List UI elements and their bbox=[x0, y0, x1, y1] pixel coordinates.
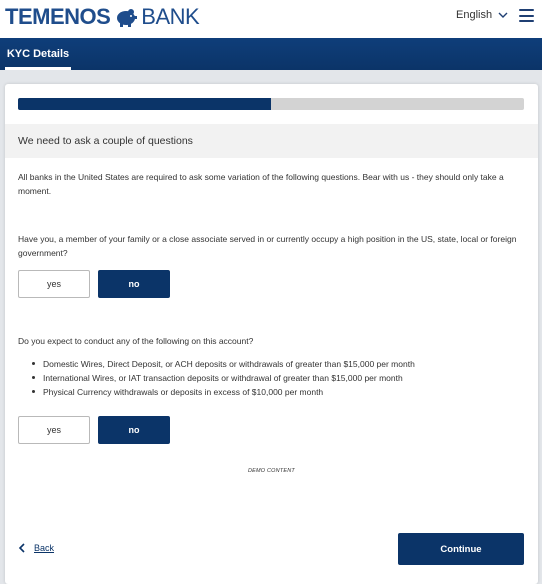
chevron-left-icon bbox=[18, 543, 26, 553]
list-item: International Wires, or IAT transaction deposits or withdrawal of greater than $15,000 per month bbox=[18, 371, 526, 385]
tab-kyc-details[interactable] bbox=[5, 38, 71, 70]
active-tab-indicator bbox=[5, 67, 71, 70]
chevron-down-icon bbox=[498, 10, 508, 20]
intro-text: All banks in the United States are required to ask some variation of the following questions. Bear with us - they should only take a moment. bbox=[18, 172, 504, 196]
progress-fill bbox=[18, 98, 271, 110]
language-label: English bbox=[456, 9, 493, 21]
list-item: Domestic Wires, Direct Deposit, or ACH deposits or withdrawals of greater than $15,000 per month bbox=[18, 357, 526, 371]
back-link[interactable] bbox=[18, 541, 54, 555]
section-heading: We need to ask a couple of questions bbox=[18, 135, 193, 147]
top-bar bbox=[0, 0, 542, 38]
back-label: Back bbox=[34, 543, 55, 553]
tab-label: KYC Details bbox=[6, 48, 70, 60]
nav-bar bbox=[0, 38, 542, 70]
question-2-no-button[interactable]: no bbox=[98, 416, 170, 444]
logo-text-temenos: TEMENOS bbox=[5, 4, 111, 29]
logo-text-bank: BANK bbox=[141, 4, 200, 29]
menu-bar bbox=[519, 15, 534, 17]
language-selector[interactable] bbox=[456, 9, 508, 21]
bank-logo[interactable] bbox=[5, 4, 199, 30]
menu-bar bbox=[519, 20, 534, 22]
piggy-bank-icon bbox=[114, 6, 138, 28]
question-1-yes-button[interactable]: yes bbox=[18, 270, 90, 298]
question-2-yes-button[interactable]: yes bbox=[18, 416, 90, 444]
question-2-list bbox=[18, 357, 526, 399]
menu-icon[interactable] bbox=[519, 9, 534, 22]
question-1-no-button[interactable]: no bbox=[98, 270, 170, 298]
question-1-text: Have you, a member of your family or a close associate served in or currently occupy a high position in the US, state, local or foreign government? bbox=[18, 234, 517, 258]
section-header bbox=[5, 124, 538, 158]
demo-content-label: DEMO CONTENT bbox=[247, 468, 295, 474]
progress-bar bbox=[18, 98, 524, 110]
question-2-text: Do you expect to conduct any of the following on this account? bbox=[18, 336, 254, 346]
kyc-card bbox=[5, 84, 538, 584]
continue-button[interactable]: Continue bbox=[398, 533, 524, 565]
list-item: Physical Currency withdrawals or deposits in excess of $10,000 per month bbox=[18, 385, 526, 399]
menu-bar bbox=[519, 9, 534, 11]
